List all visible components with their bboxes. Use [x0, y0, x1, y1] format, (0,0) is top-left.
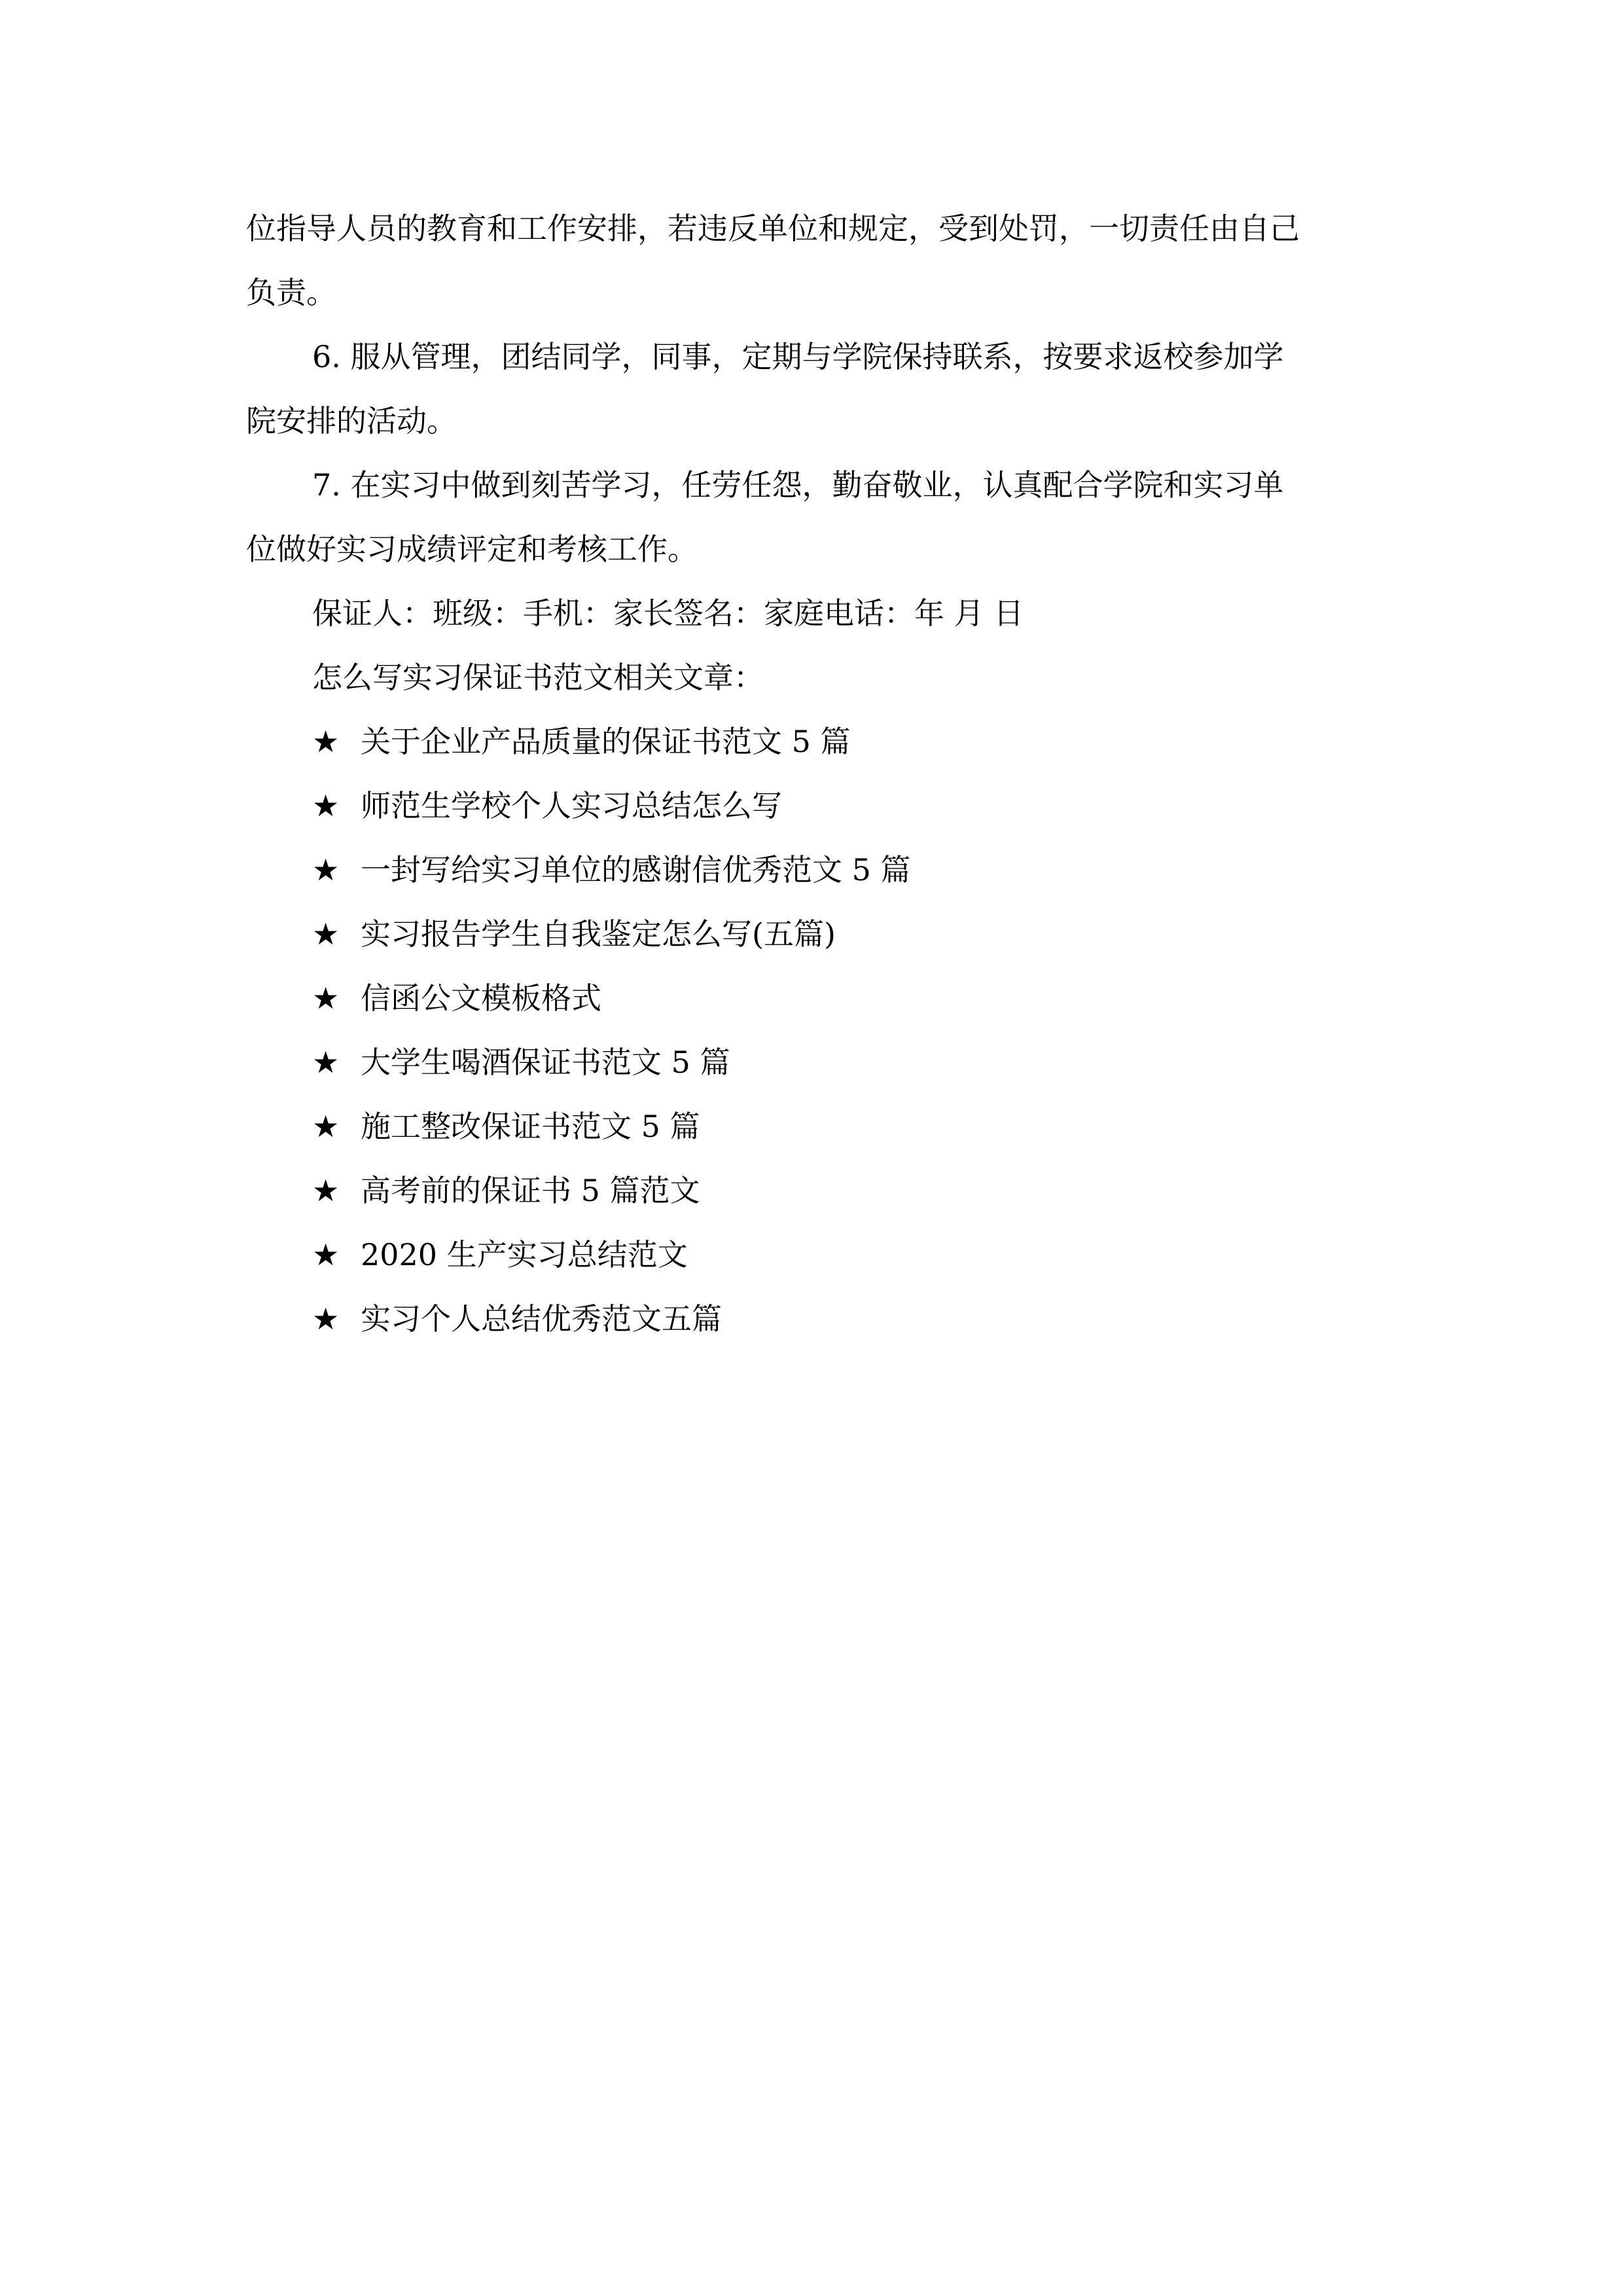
related-article-title[interactable]: 施工整改保证书范文 5 篇: [361, 1109, 700, 1144]
signature-line: 保证人：班级：手机：家长签名：家庭电话：年 月 日: [312, 596, 1024, 631]
related-article-title[interactable]: 师范生学校个人实习总结怎么写: [361, 788, 782, 823]
related-article-link[interactable]: [246, 838, 1378, 902]
related-article-link[interactable]: [246, 1287, 1378, 1351]
star-icon: ★: [312, 1173, 340, 1208]
item-7-line: 7. 在实习中做到刻苦学习，任劳任怨，勤奋敬业，认真配合学院和实习单: [312, 467, 1284, 503]
star-icon: ★: [312, 916, 340, 952]
related-article-title[interactable]: 信函公文模板格式: [361, 980, 601, 1016]
item-7-continuation: 位做好实习成绩评定和考核工作。: [246, 531, 698, 567]
related-article-title[interactable]: 一封写给实习单位的感谢信优秀范文 5 篇: [361, 852, 911, 888]
related-article-title[interactable]: 大学生喝酒保证书范文 5 篇: [361, 1045, 730, 1080]
related-articles-list: [246, 709, 1378, 1351]
paragraph-line: 负责。: [246, 275, 336, 310]
related-article-title[interactable]: 实习报告学生自我鉴定怎么写(五篇): [361, 916, 836, 952]
related-article-title[interactable]: 实习个人总结优秀范文五篇: [361, 1301, 722, 1336]
related-article-link[interactable]: [246, 902, 1378, 966]
related-article-link[interactable]: [246, 774, 1378, 838]
related-article-title[interactable]: 高考前的保证书 5 篇范文: [361, 1173, 700, 1208]
star-icon: ★: [312, 1301, 340, 1336]
related-article-link[interactable]: [246, 1158, 1378, 1223]
related-article-link[interactable]: [246, 1094, 1378, 1158]
related-article-link[interactable]: [246, 709, 1378, 774]
related-article-link[interactable]: [246, 1030, 1378, 1094]
star-icon: ★: [312, 1109, 340, 1144]
star-icon: ★: [312, 788, 340, 823]
star-icon: ★: [312, 980, 340, 1016]
item-6-continuation: 院安排的活动。: [246, 403, 457, 439]
related-article-title[interactable]: 关于企业产品质量的保证书范文 5 篇: [361, 724, 851, 759]
star-icon: ★: [312, 852, 340, 888]
related-articles-heading: 怎么写实习保证书范文相关文章：: [312, 660, 764, 695]
document-body: [246, 196, 1378, 1351]
paragraph-line: 位指导人员的教育和工作安排，若违反单位和规定，受到处罚，一切责任由自己: [246, 211, 1300, 246]
star-icon: ★: [312, 1237, 340, 1272]
related-article-link[interactable]: [246, 966, 1378, 1030]
related-article-title[interactable]: 2020 生产实习总结范文: [361, 1237, 688, 1272]
star-icon: ★: [312, 724, 340, 759]
item-6-line: 6. 服从管理，团结同学，同事，定期与学院保持联系，按要求返校参加学: [312, 339, 1284, 374]
related-article-link[interactable]: [246, 1223, 1378, 1287]
star-icon: ★: [312, 1045, 340, 1080]
